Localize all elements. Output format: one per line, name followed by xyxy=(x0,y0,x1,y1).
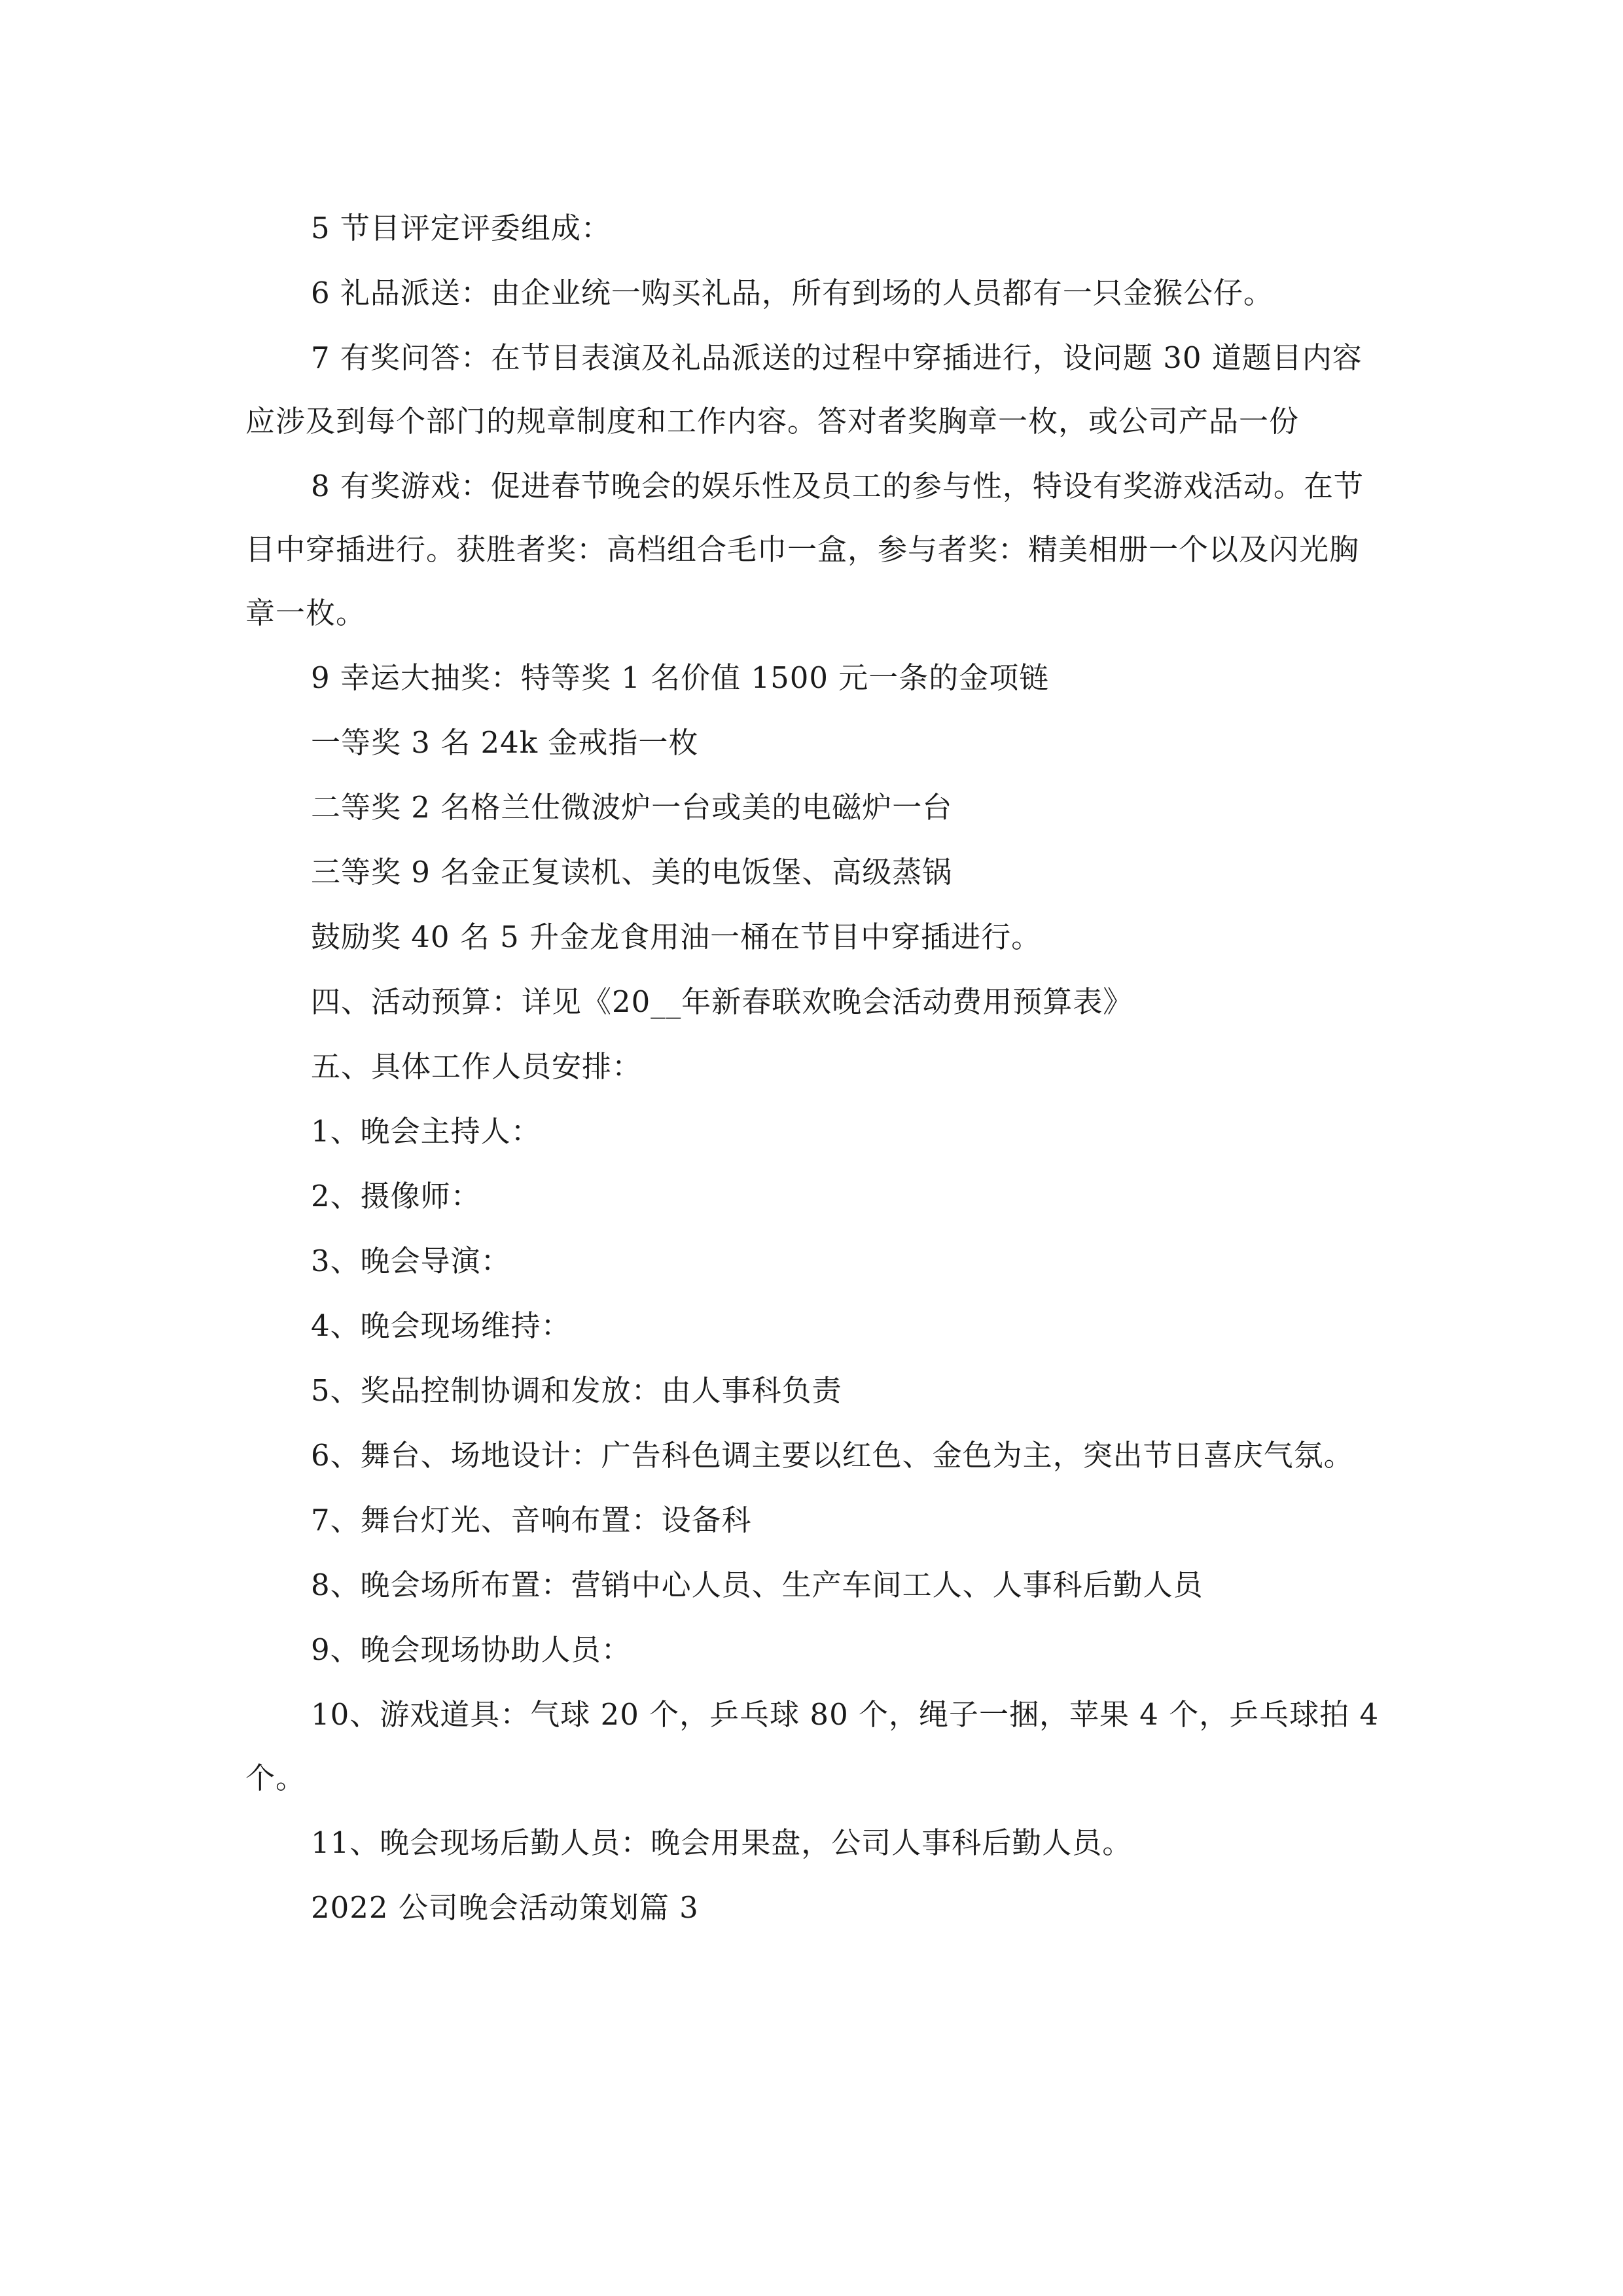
paragraph-staff-heading: 五、具体工作人员安排： xyxy=(311,1049,643,1084)
paragraph-game-props: 10、游戏道具：气球 20 个，乒乓球 80 个，绳子一捆，苹果 4 个，乒乓球拍 4 个。 xyxy=(245,1697,1380,1795)
paragraph-first-prize: 一等奖 3 名 24k 金戒指一枚 xyxy=(311,725,699,760)
paragraph-gifts: 6 礼品派送：由企业统一购买礼品，所有到场的人员都有一只金猴公仔。 xyxy=(311,276,1274,310)
paragraph-assistants: 9、晚会现场协助人员： xyxy=(311,1632,632,1667)
paragraph-host: 1、晚会主持人： xyxy=(311,1114,541,1149)
paragraph-logistics: 11、晚会现场后勤人员：晚会用果盘，公司人事科后勤人员。 xyxy=(311,1825,1133,1860)
paragraph-camera: 2、摄像师： xyxy=(311,1179,481,1213)
paragraph-director: 3、晚会导演： xyxy=(311,1244,511,1278)
paragraph-order: 4、晚会现场维持： xyxy=(311,1308,571,1343)
paragraph-next-section-title: 2022 公司晚会活动策划篇 3 xyxy=(311,1890,699,1925)
paragraph-lucky-draw: 9 幸运大抽奖：特等奖 1 名价值 1500 元一条的金项链 xyxy=(311,660,1050,695)
paragraph-second-prize: 二等奖 2 名格兰仕微波炉一台或美的电磁炉一台 xyxy=(311,790,953,825)
paragraph-prize-control: 5、奖品控制协调和发放：由人事科负责 xyxy=(311,1373,842,1408)
paragraph-lighting: 7、舞台灯光、音响布置：设备科 xyxy=(311,1503,752,1537)
paragraph-budget: 四、活动预算：详见《20__年新春联欢晚会活动费用预算表》 xyxy=(311,984,1133,1019)
paragraph-encouragement-prize: 鼓励奖 40 名 5 升金龙食用油一桶在节目中穿插进行。 xyxy=(311,920,1042,954)
paragraph-stage-design: 6、舞台、场地设计：广告科色调主要以红色、金色为主，突出节日喜庆气氛。 xyxy=(311,1438,1354,1473)
paragraph-venue-setup: 8、晚会场所布置：营销中心人员、生产车间工人、人事科后勤人员 xyxy=(311,1568,1204,1602)
document-body xyxy=(245,196,1384,1941)
paragraph-judges: 5 节目评定评委组成： xyxy=(311,211,611,245)
paragraph-quiz: 7 有奖问答：在节目表演及礼品派送的过程中穿插进行，设问题 30 道题目内容应涉及到每个部门的规章制度和工作内容。答对者奖胸章一枚，或公司产品一份 xyxy=(245,340,1363,439)
paragraph-third-prize: 三等奖 9 名金正复读机、美的电饭堡、高级蒸锅 xyxy=(311,855,953,889)
paragraph-games: 8 有奖游戏：促进春节晚会的娱乐性及员工的参与性，特设有奖游戏活动。在节目中穿插进行。获胜者奖：高档组合毛巾一盒，参与者奖：精美相册一个以及闪光胸章一枚。 xyxy=(245,469,1364,630)
